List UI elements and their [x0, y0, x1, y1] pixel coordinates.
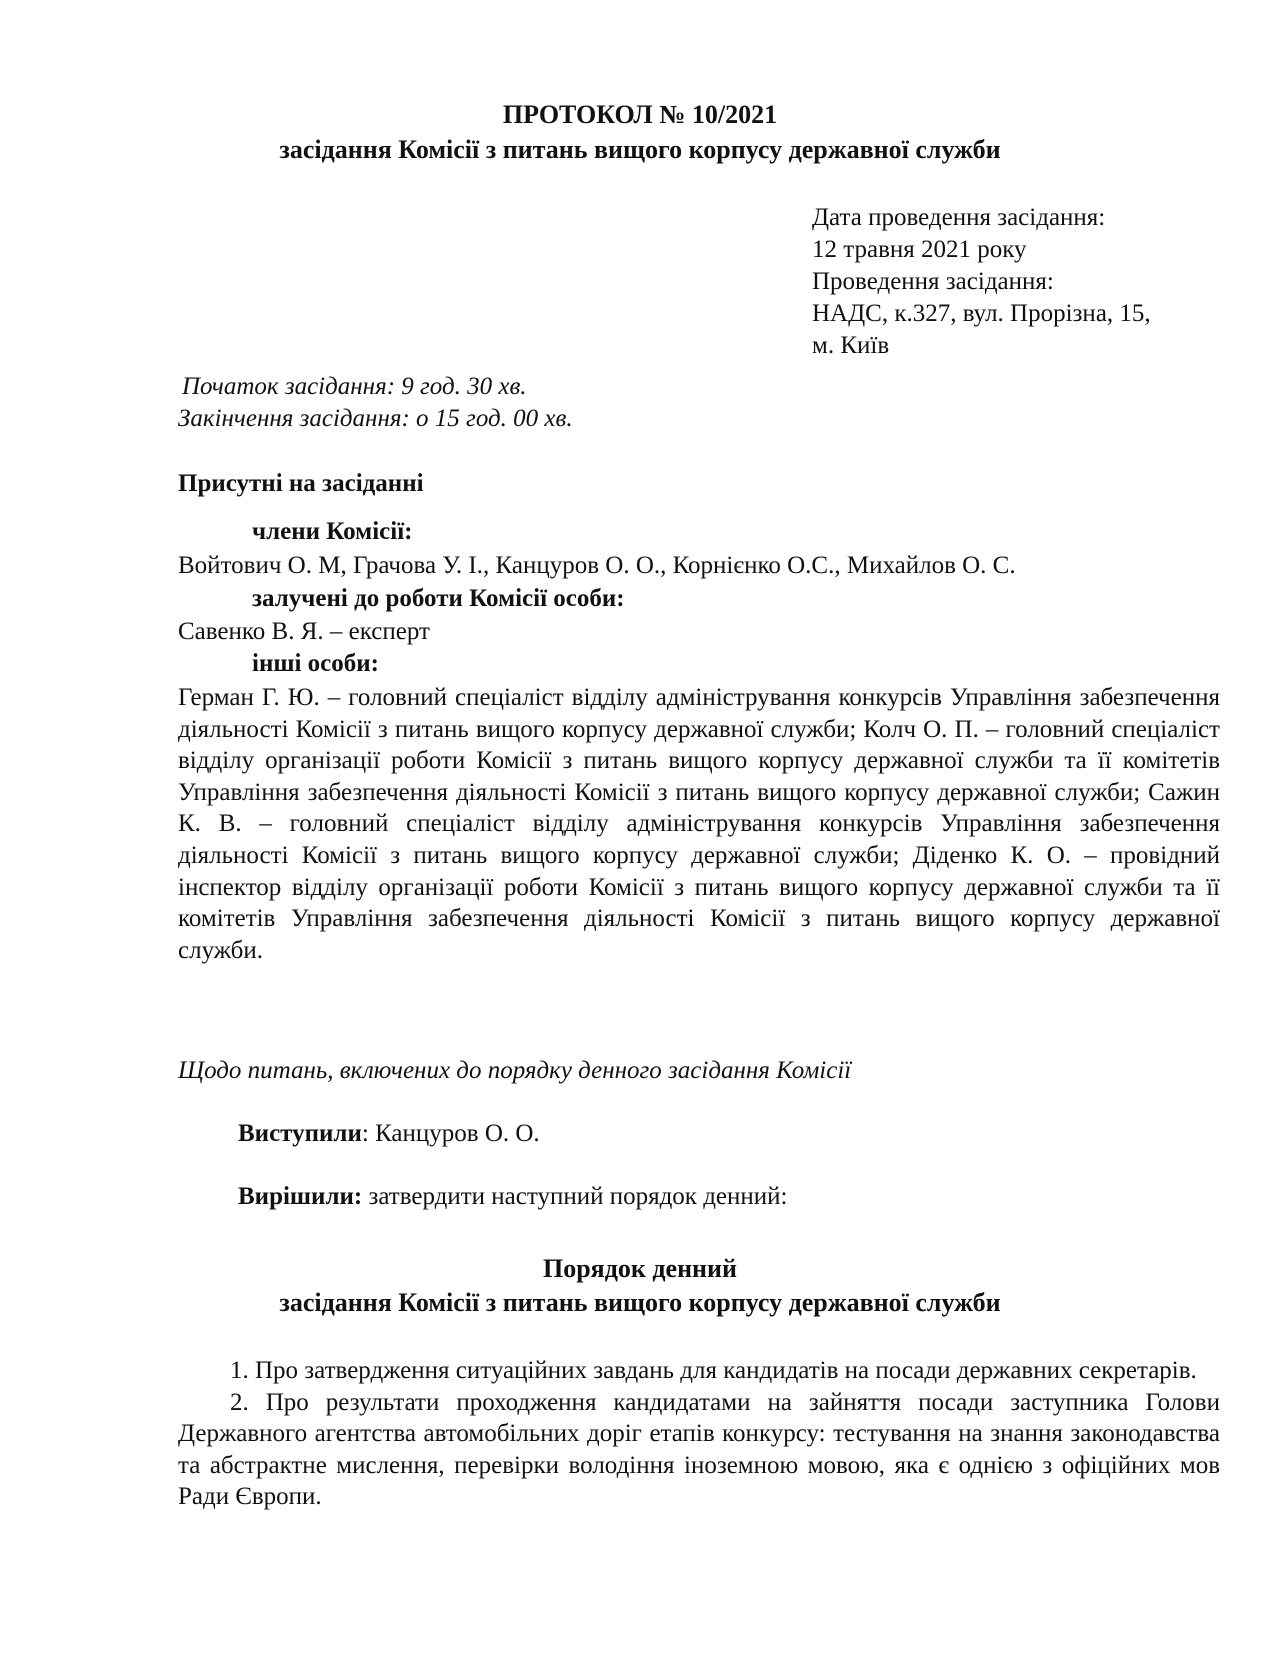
agenda-intro: Щодо питань, включених до порядку денного засідання Комісії	[178, 1057, 852, 1084]
agenda-item: 2. Про результати проходження кандидатами на зайняття посади заступника Голови Державного агентства автомобільних доріг етапів конкурсу: тестування на знання законодавства та абстрактне мислення, перевірки володіння іноземною мовою, яка є однією з офіційних мов Ради Європи.	[178, 1388, 1220, 1511]
date-label: Дата проведення засідання:	[812, 204, 1106, 231]
location-line-2: м. Київ	[812, 332, 890, 359]
document-subtitle: засідання Комісії з питань вищого корпусу державної служби	[279, 135, 1001, 164]
involved-label: залучені до роботи Комісії особи:	[252, 585, 625, 612]
document-title: ПРОТОКОЛ № 10/2021	[502, 100, 778, 129]
members-label: члени Комісії:	[252, 518, 413, 545]
location-line-1: НАДС, к.327, вул. Прорізна, 15,	[812, 300, 1151, 327]
attendance-heading: Присутні на засіданні	[178, 470, 424, 497]
decided-label: Вирішили:	[238, 1183, 363, 1210]
date-value: 12 травня 2021 року	[812, 236, 1027, 263]
involved-list: Савенко В. Я. – експерт	[178, 618, 430, 645]
decided-value: затвердити наступний порядок денний:	[362, 1183, 788, 1210]
meeting-times	[178, 371, 573, 435]
end-time: Закінчення засідання: о 15 год. 00 хв.	[178, 405, 573, 432]
location-label: Проведення засідання:	[812, 268, 1054, 295]
others-label: інші особи:	[252, 650, 379, 677]
agenda-title: Порядок денний	[543, 1254, 737, 1283]
spoke-line	[238, 1120, 540, 1148]
decided-line	[238, 1183, 787, 1211]
others-list: Герман Г. Ю. – головний спеціаліст відділу адміністрування конкурсів Управління забезпечення діяльності Комісії з питань вищого корпусу державної служби; Колч О. П. – головний спеціаліст відділу організації роботи Комісії з питань вищого корпусу державної служби та її комітетів Управління забезпечення діяльності Комісії з питань вищого корпусу державної служби; Сажин К. В. – головний спеціаліст відділу адміністрування конкурсів Управління забезпечення діяльності Комісії з питань вищого корпусу державної служби; Діденко К. О. – провідний інспектор відділу організації роботи Комісії з питань вищого корпусу державної служби та її комітетів Управління забезпечення діяльності Комісії з питань вищого корпусу державної служби.	[178, 684, 1220, 964]
spoke-value: : Канцуров О. О.	[361, 1120, 540, 1147]
start-time: Початок засідання: 9 год. 30 хв.	[182, 373, 527, 400]
members-list: Войтович О. М, Грачова У. І., Канцуров О. О., Корнієнко О.С., Михайлов О. С.	[178, 552, 1016, 579]
agenda-subtitle: засідання Комісії з питань вищого корпусу державної служби	[279, 1288, 1001, 1317]
agenda-item: 1. Про затвердження ситуаційних завдань для кандидатів на посади державних секретарів.	[230, 1357, 1197, 1384]
spoke-label: Виступили	[238, 1120, 362, 1147]
meeting-meta	[812, 202, 1232, 362]
agenda-items	[178, 1355, 1220, 1513]
